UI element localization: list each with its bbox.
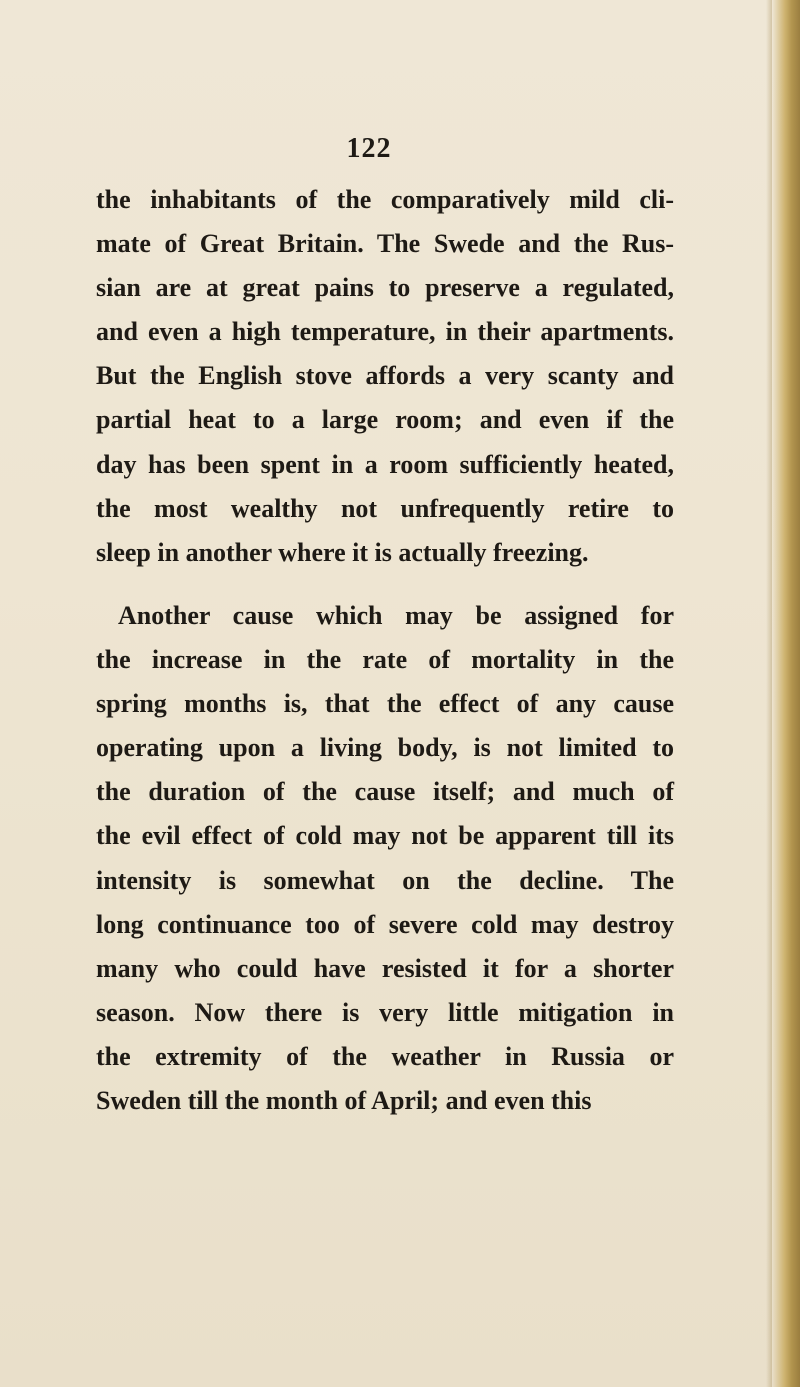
text-line: Another cause which may be assigned for: [118, 601, 674, 630]
text-line: operating upon a living body, is not limited to: [96, 733, 674, 763]
paragraph-1: [96, 178, 674, 575]
page-number: 122: [346, 133, 392, 164]
text-line: the extremity of the weather in Russia or: [96, 1041, 674, 1071]
text-line: partial heat to a large room; and even if the: [96, 405, 674, 435]
text-line: and even a high temperature, in their apartments.: [96, 317, 674, 347]
text-line: season. Now there is very little mitigation in: [96, 997, 674, 1027]
text-line: But the English stove affords a very scanty and: [96, 361, 674, 391]
paragraph-2: [96, 594, 674, 1123]
text-line: many who could have resisted it for a shorter: [96, 953, 674, 983]
text-line: long continuance too of severe cold may destroy: [96, 909, 674, 939]
text-line: spring months is, that the effect of any cause: [96, 689, 674, 719]
text-line: intensity is somewhat on the decline. The: [96, 865, 674, 895]
text-line: the inhabitants of the comparatively mild cli-: [96, 185, 674, 214]
text-line: the increase in the rate of mortality in the: [96, 645, 674, 675]
text-line: mate of Great Britain. The Swede and the Rus-: [96, 229, 674, 259]
text-line: the evil effect of cold may not be apparent till its: [96, 821, 674, 851]
text-line: Sweden till the month of April; and even this: [96, 1086, 592, 1116]
page-edge: [772, 0, 800, 1387]
text-line: the most wealthy not unfrequently retire to: [96, 493, 674, 523]
text-line: sian are at great pains to preserve a regulated,: [96, 273, 674, 303]
text-line: sleep in another where it is actually freezing.: [96, 537, 589, 567]
text-line: day has been spent in a room sufficiently heated,: [96, 449, 674, 479]
text-line: the duration of the cause itself; and much of: [96, 777, 674, 807]
